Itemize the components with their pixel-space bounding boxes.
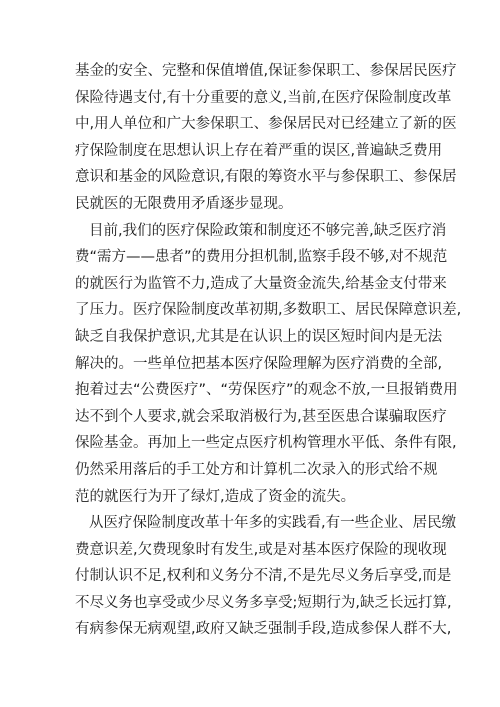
text-line: 的就医行为监管不力,造成了大量资金流失,给基金支付带来 <box>75 275 447 292</box>
text-line: 从医疗保险制度改革十年多的实践看,有一些企业、居民缴 <box>89 515 457 532</box>
text-line: 民就医的无限费用矛盾逐步显现。 <box>75 195 293 212</box>
text-line: 仍然采用落后的手工处方和计算机二次录入的形式给不规 <box>75 461 438 478</box>
text-line: 保险基金。再加上一些定点医疗机构管理水平低、条件有限, <box>75 435 457 452</box>
text-line: 不尽义务也享受或少尽义务多享受;短期行为,缺乏长远打算, <box>75 594 452 611</box>
text-line: 基金的安全、完整和保值增值,保证参保职工、参保居民医疗 <box>75 63 457 79</box>
text-line: 目前,我们的医疗保险政策和制度还不够完善,缺乏医疗消 <box>89 222 447 239</box>
paragraph-1 <box>75 58 457 218</box>
document-body <box>75 58 462 643</box>
text-line: 达不到个人要求,就会采取消极行为,甚至医患合谋骗取医疗 <box>75 408 447 425</box>
text-line: 中,用人单位和广大参保职工、参保居民对已经建立了新的医 <box>75 116 457 133</box>
text-line: 付制认识不足,权利和义务分不清,不是先尽义务后享受,而是 <box>75 568 452 585</box>
paragraph-3 <box>75 510 457 643</box>
paragraph-2 <box>75 218 462 511</box>
text-line: 解决的。一些单位把基本医疗保险理解为医疗消费的全部, <box>75 355 443 372</box>
text-line: 了压力。医疗保险制度改革初期,多数职工、居民保障意识差, <box>75 302 462 319</box>
text-line: 保险待遇支付,有十分重要的意义,当前,在医疗保险制度改革 <box>75 89 452 106</box>
text-line: 费意识差,欠费现象时有发生,或是对基本医疗保险的现收现 <box>75 541 447 558</box>
text-line: 范的就医行为开了绿灯,造成了资金的流失。 <box>75 488 356 505</box>
text-line: 有病参保无病观望,政府又缺乏强制手段,造成参保人群不大, <box>75 621 452 638</box>
text-line: 意识和基金的风险意识,有限的筹资水平与参保职工、参保居 <box>75 169 457 186</box>
text-line: 缺乏自我保护意识,尤其是在认识上的误区短时间内是无法 <box>75 328 443 345</box>
text-line: 抱着过去“公费医疗”、“劳保医疗”的观念不放,一旦报销费用 <box>75 382 458 399</box>
text-line: 疗保险制度在思想认识上存在着严重的误区,普遍缺乏费用 <box>75 142 443 159</box>
text-line: 费“需方——患者”的费用分担机制,监察手段不够,对不规范 <box>75 249 448 266</box>
